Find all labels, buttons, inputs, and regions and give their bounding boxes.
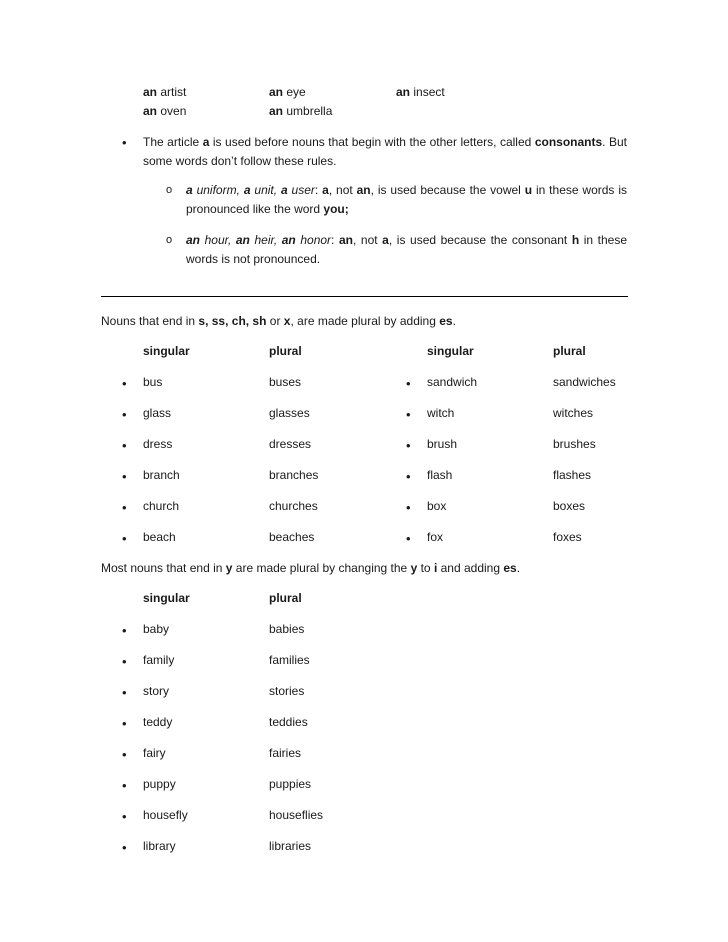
bullet-icon: • — [122, 654, 127, 669]
circle-bullet-icon: o — [166, 234, 173, 246]
singular-word: housefly — [143, 808, 188, 822]
plural-word: stories — [269, 684, 305, 698]
rule-a-paragraph: The article a is used before nouns that begin with the other letters, called consonants. But some words don’t follow these rules. — [143, 135, 628, 168]
plural-word: teddies — [269, 715, 308, 729]
exception-h-paragraph: an hour, an heir, an honor: an, not a, is used because the consonant h in these words is not pronounced. — [186, 233, 628, 266]
plural-word: branches — [269, 468, 319, 482]
bullet-icon: • — [122, 623, 127, 638]
plural-word: dresses — [269, 437, 312, 451]
circle-bullet-icon: o — [166, 184, 173, 196]
plural-word: witches — [553, 406, 594, 420]
singular-word: beach — [143, 530, 176, 544]
plural-word: fairies — [269, 746, 302, 760]
bullet-icon: • — [122, 469, 127, 484]
bullet-icon: • — [406, 438, 411, 453]
bullet-icon: • — [122, 840, 127, 855]
plural-word: brushes — [553, 437, 596, 451]
example-an-artist: an artist — [143, 85, 187, 99]
header-singular: singular — [143, 344, 190, 358]
singular-word: flash — [427, 468, 453, 482]
singular-word: story — [143, 684, 170, 698]
plural-word: babies — [269, 622, 305, 636]
header-plural: plural — [269, 344, 302, 358]
plural-word: flashes — [553, 468, 592, 482]
plural-word: churches — [269, 499, 318, 513]
example-an-oven: an oven — [143, 104, 187, 118]
singular-word: glass — [143, 406, 172, 420]
bullet-icon: • — [122, 531, 127, 546]
plural-word: libraries — [269, 839, 312, 853]
bullet-icon: • — [406, 500, 411, 515]
bullet-icon: • — [406, 407, 411, 422]
plural-word: foxes — [553, 530, 582, 544]
plural-word: beaches — [269, 530, 315, 544]
singular-word: puppy — [143, 777, 176, 791]
bullet-icon: • — [122, 500, 127, 515]
section-y-intro: Most nouns that end in y are made plural by changing the y to i and adding es. — [101, 561, 521, 575]
example-an-eye: an eye — [269, 85, 306, 99]
plural-word: glasses — [269, 406, 310, 420]
horizontal-divider — [101, 296, 628, 297]
bullet-icon: • — [122, 135, 127, 150]
bullet-icon: • — [406, 469, 411, 484]
bullet-icon: • — [406, 531, 411, 546]
header-plural: plural — [269, 591, 302, 605]
plural-word: sandwiches — [553, 375, 616, 389]
bullet-icon: • — [122, 747, 127, 762]
singular-word: library — [143, 839, 176, 853]
singular-word: teddy — [143, 715, 173, 729]
singular-word: branch — [143, 468, 180, 482]
header-singular: singular — [143, 591, 190, 605]
bullet-icon: • — [122, 685, 127, 700]
plural-word: houseflies — [269, 808, 324, 822]
header-singular: singular — [427, 344, 474, 358]
exception-u-paragraph: a uniform, a unit, a user: a, not an, is used because the vowel u in these words is pronounced like the word you; — [186, 183, 627, 216]
singular-word: baby — [143, 622, 170, 636]
singular-word: box — [427, 499, 447, 513]
header-plural: plural — [553, 344, 586, 358]
singular-word: fox — [427, 530, 444, 544]
singular-word: brush — [427, 437, 458, 451]
bullet-icon: • — [122, 716, 127, 731]
bullet-icon: • — [122, 407, 127, 422]
bullet-icon: • — [122, 778, 127, 793]
singular-word: fairy — [143, 746, 166, 760]
plural-word: boxes — [553, 499, 586, 513]
section-es-intro: Nouns that end in s, ss, ch, sh or x, are made plural by adding es. — [101, 314, 456, 328]
plural-word: buses — [269, 375, 302, 389]
bullet-icon: • — [122, 376, 127, 391]
example-an-insect: an insect — [396, 85, 445, 99]
example-an-umbrella: an umbrella — [269, 104, 333, 118]
singular-word: dress — [143, 437, 173, 451]
bullet-icon: • — [122, 438, 127, 453]
plural-word: families — [269, 653, 310, 667]
singular-word: bus — [143, 375, 163, 389]
singular-word: sandwich — [427, 375, 478, 389]
bullet-icon: • — [406, 376, 411, 391]
plural-word: puppies — [269, 777, 312, 791]
singular-word: witch — [427, 406, 455, 420]
singular-word: family — [143, 653, 175, 667]
bullet-icon: • — [122, 809, 127, 824]
singular-word: church — [143, 499, 180, 513]
